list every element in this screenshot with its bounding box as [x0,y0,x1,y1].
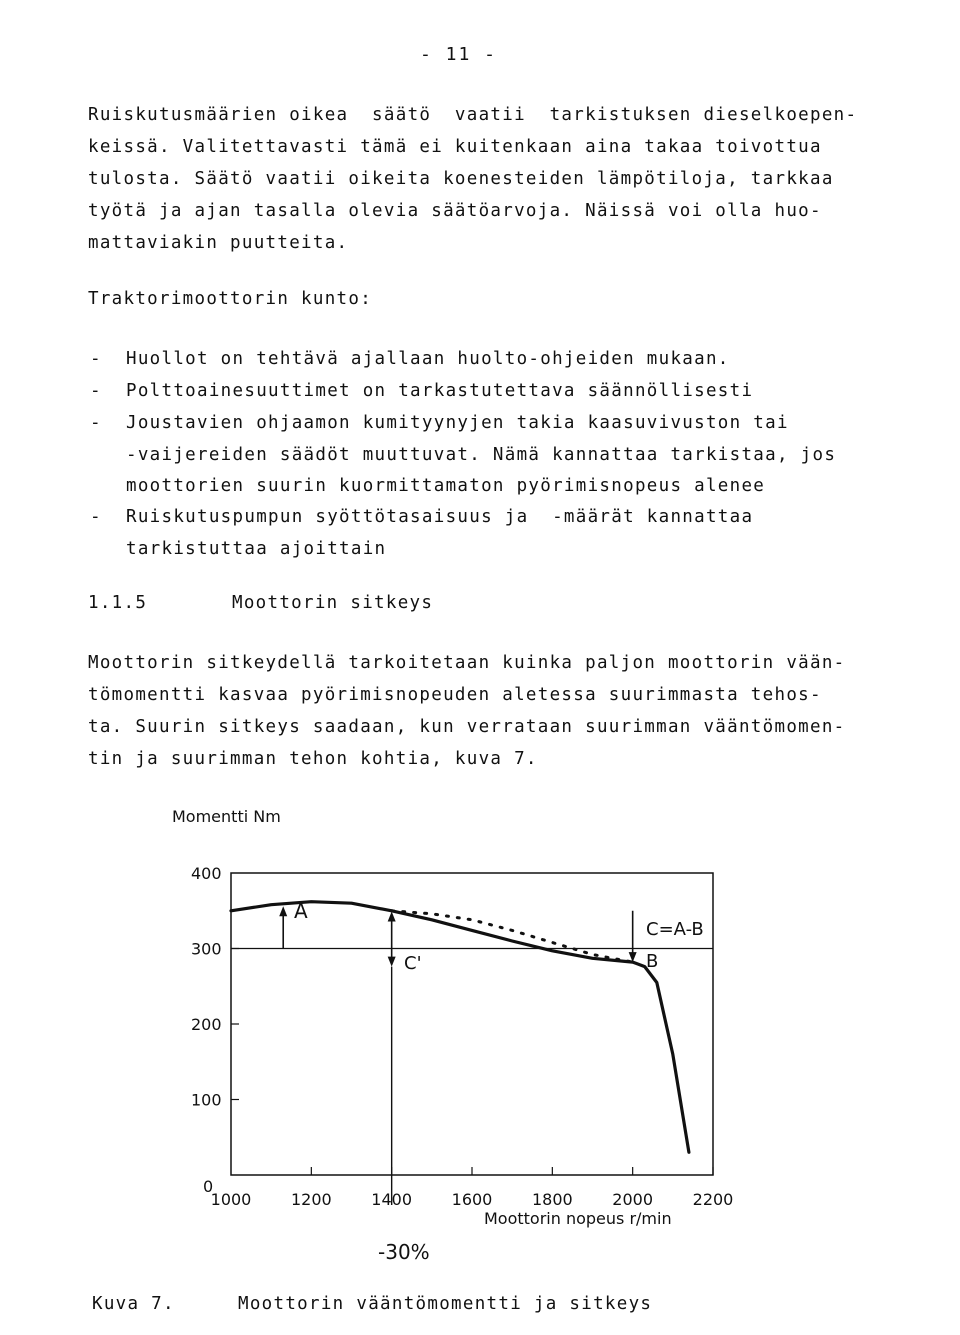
chart-series [231,902,689,1153]
x-tick-label: 1200 [290,1190,332,1209]
section-number: 1.1.5 [88,593,148,613]
arrow-a-head [279,906,287,916]
y-tick-label: 100 [191,1090,222,1110]
torque-curve [231,902,689,1153]
section-line: tömomentti kasvaa pyörimisnopeuden aletessa suurimmasta tehos- [88,685,822,705]
y-tick-label: 400 [191,864,222,883]
x-tick-label: 1400 [371,1190,413,1209]
y-tick-label-zero: 0 [203,1177,214,1196]
intro-line: mattaviakin puutteita. [88,233,349,253]
drop-label: -30% [378,1240,430,1264]
bullet-line: moottorien suurin kuormittamaton pyörimisnopeus alenee [126,476,766,496]
section-title: Moottorin sitkeys [232,593,434,613]
section-line: Moottorin sitkeydellä tarkoitetaan kuinka paljon moottorin vään- [88,653,846,673]
chart-ticks [191,864,733,1209]
x-tick-label: 2000 [612,1190,654,1209]
arrow-c-prime-down-head [388,957,396,967]
bullet-line: Joustavien ohjaamon kumityynyjen takia kaasuvivuston tai [126,413,789,433]
x-tick-label: 1800 [531,1190,573,1209]
x-tick-label: 1600 [451,1190,493,1209]
intro-line: tulosta. Säätö vaatii oikeita koenesteiden lämpötiloja, tarkkaa [88,169,834,189]
y-axis-title: Momentti Nm [172,807,281,826]
bullet-dash: - [90,381,102,401]
intro-line: keissä. Valitettavasti tämä ei kuitenkaan aina takaa toivottua [88,137,822,157]
label-c-prime: C' [404,953,422,974]
bullet-line: Huollot on tehtävä ajallaan huolto-ohjeiden mukaan. [126,349,730,369]
caption-text: Moottorin vääntömomentti ja sitkeys [238,1294,653,1314]
x-tick-label: 1000 [210,1190,252,1209]
section-line: tin ja suurimman tehon kohtia, kuva 7. [88,749,538,769]
label-b: B [646,951,659,972]
y-tick-label: 200 [191,1015,222,1034]
caption-label: Kuva 7. [92,1294,175,1314]
bullet-line: tarkistuttaa ajoittain [126,539,387,559]
y-tick-label: 300 [191,939,222,959]
bullet-line: Polttoainesuuttimet on tarkastutettava säännöllisesti [126,381,754,401]
label-c: C=A-B [646,919,704,940]
section-line: ta. Suurin sitkeys saadaan, kun verrataan suurimman vääntömomen- [88,717,846,737]
condition-heading: Traktorimoottorin kunto: [88,289,373,309]
x-axis-title: Moottorin nopeus r/min [484,1209,672,1228]
bullet-dash: - [90,349,102,369]
bullet-line: -vaijereiden säädöt muuttuvat. Nämä kannattaa tarkistaa, jos [126,445,837,465]
x-tick-label: 2200 [692,1190,734,1209]
label-a: A [294,899,308,923]
bullet-line: Ruiskutuspumpun syöttötasaisuus ja -määrät kannattaa [126,507,754,527]
page-number: - 11 - [420,44,498,65]
bullet-dash: - [90,507,102,527]
intro-line: Ruiskutusmäärien oikea säätö vaatii tarkistuksen dieselkoepen- [88,105,858,125]
intro-line: työtä ja ajan tasalla olevia säätöarvoja. Näissä voi olla huo- [88,201,822,221]
bullet-dash: - [90,413,102,433]
